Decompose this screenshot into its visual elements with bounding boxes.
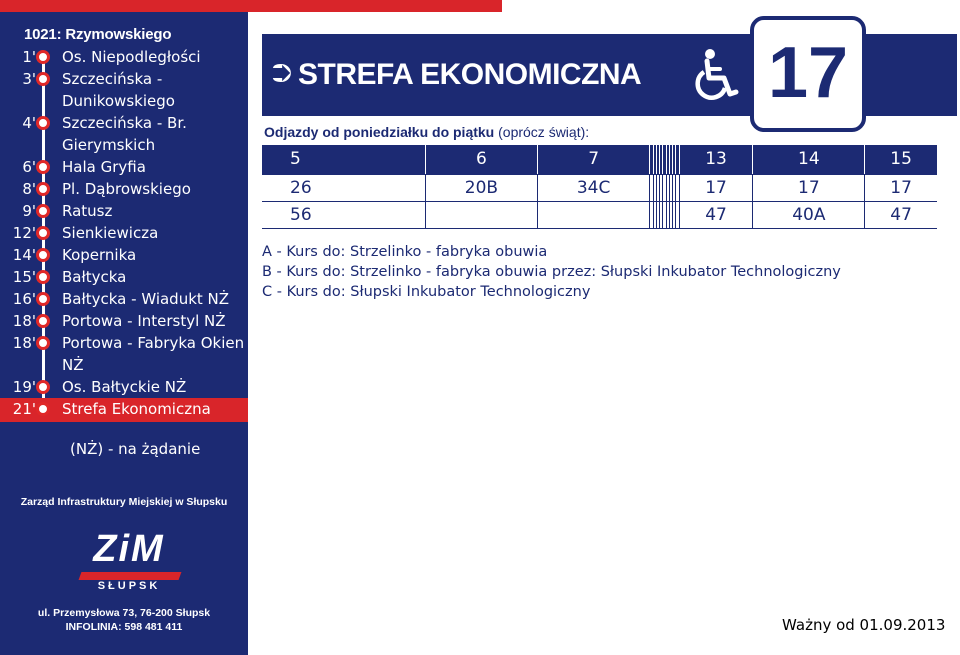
hour-cell: 5 — [262, 145, 426, 174]
stop-dot-icon — [36, 314, 50, 328]
address-line: ul. Przemysłowa 73, 76-200 Słupsk — [37, 607, 211, 619]
stop-dot-icon — [36, 182, 50, 196]
minutes-row — [262, 174, 937, 201]
stop-row — [0, 310, 248, 332]
logo-text: ZiM — [93, 528, 165, 570]
company-name: Zarząd Infrastruktury Miejskiej w Słupsku — [20, 496, 228, 508]
stop-name-cont: NŻ — [62, 356, 84, 374]
wheelchair-icon — [694, 48, 742, 102]
destination-title: STREFA EKONOMICZNA — [298, 58, 642, 91]
stop-dot-icon — [36, 402, 50, 416]
stop-row — [0, 332, 248, 374]
minutes-row — [262, 201, 937, 228]
stop-name: Szczecińska - — [62, 70, 163, 88]
stop-time: 3' — [22, 70, 36, 88]
stop-name: Os. Niepodległości — [62, 48, 201, 66]
stop-time: 19' — [12, 378, 36, 396]
stop-row-final — [0, 398, 248, 422]
schedule-heading — [264, 124, 589, 140]
stop-time: 16' — [12, 290, 36, 308]
minute-cell — [426, 201, 538, 228]
minute-cell: 26 — [262, 174, 426, 201]
stop-row — [0, 46, 248, 68]
stop-time: 14' — [12, 246, 36, 264]
stop-name: Portowa - Interstyl NŻ — [62, 312, 226, 330]
stop-name-cont: Gierymskich — [62, 136, 156, 154]
stop-dot-icon — [36, 292, 50, 306]
minute-cell: 20B — [426, 174, 538, 201]
hour-cell: 6 — [426, 145, 538, 174]
stop-name: Portowa - Fabryka Okien — [62, 334, 245, 352]
stop-dot-icon — [36, 204, 50, 218]
stop-name: Os. Bałtyckie NŻ — [62, 378, 187, 396]
stop-row — [0, 376, 248, 398]
stop-dot-icon — [36, 50, 50, 64]
arrow-right-icon: ⮊ — [272, 58, 292, 88]
contact-block — [0, 606, 248, 634]
stop-name-cont: Dunikowskiego — [62, 92, 175, 110]
minute-cell: 17 — [753, 174, 865, 201]
hour-cell: 14 — [753, 145, 865, 174]
stop-dot-icon — [36, 248, 50, 262]
stop-row — [0, 200, 248, 222]
hour-cell: 13 — [679, 145, 753, 174]
minute-cell: 17 — [865, 174, 937, 201]
stop-time: 1' — [22, 48, 36, 66]
hour-cell: 7 — [537, 145, 650, 174]
course-notes — [262, 242, 841, 302]
stop-row — [0, 244, 248, 266]
valid-from: Ważny od 01.09.2013 — [782, 616, 946, 634]
schedule-exceptions: (oprócz świąt): — [494, 124, 590, 140]
note-line: A - Kurs do: Strzelinko - fabryka obuwia — [262, 244, 548, 260]
zim-logo — [74, 526, 184, 592]
stop-time: 6' — [22, 158, 36, 176]
note-line: B - Kurs do: Strzelinko - fabryka obuwia przez: Słupski Inkubator Technologiczny — [262, 264, 841, 280]
stop-time: 8' — [22, 180, 36, 198]
stop-row — [0, 156, 248, 178]
stop-dot-icon — [36, 116, 50, 130]
top-accent-bar — [0, 0, 502, 12]
route-title: 1021: Rzymowskiego — [24, 26, 172, 43]
stop-dot-icon — [36, 226, 50, 240]
stop-row — [0, 68, 248, 110]
note-line: C - Kurs do: Słupski Inkubator Technologiczny — [262, 284, 591, 300]
stop-row — [0, 222, 248, 244]
minute-cell — [537, 201, 650, 228]
stop-time: 9' — [22, 202, 36, 220]
minute-cell: 17 — [679, 174, 753, 201]
route-sidebar — [0, 12, 248, 655]
stop-row — [0, 112, 248, 154]
stop-name: Szczecińska - Br. — [62, 114, 187, 132]
stop-dot-icon — [36, 160, 50, 174]
stop-time: 12' — [12, 224, 36, 242]
stop-time: 4' — [22, 114, 36, 132]
stop-row — [0, 178, 248, 200]
stop-name: Kopernika — [62, 246, 137, 264]
stop-name: Bałtycka - Wiadukt NŻ — [62, 290, 230, 308]
on-demand-note: (NŻ) - na żądanie — [70, 440, 201, 458]
minute-cell: 47 — [679, 201, 753, 228]
stop-dot-icon — [36, 336, 50, 350]
stop-dot-icon — [36, 270, 50, 284]
stop-name: Pl. Dąbrowskiego — [62, 180, 191, 198]
stop-time: 18' — [12, 312, 36, 330]
stop-row — [0, 288, 248, 310]
stop-name: Strefa Ekonomiczna — [62, 400, 211, 418]
stop-name: Ratusz — [62, 202, 113, 220]
logo-city: SŁUPSK — [97, 580, 161, 592]
minute-cell: 56 — [262, 201, 426, 228]
infoline: INFOLINIA: 598 481 411 — [65, 621, 183, 633]
minute-cell: 47 — [865, 201, 937, 228]
hour-cell: 15 — [865, 145, 937, 174]
line-number: 17 — [767, 33, 849, 113]
stop-name: Hala Gryfia — [62, 158, 146, 176]
schedule-days: Odjazdy od poniedziałku do piątku — [264, 124, 495, 140]
stop-time: 18' — [12, 334, 36, 352]
stop-time: 21' — [12, 400, 36, 418]
stop-dot-icon — [36, 72, 50, 86]
timetable — [262, 145, 937, 229]
stop-dot-icon — [36, 380, 50, 394]
stop-name: Bałtycka — [62, 268, 127, 286]
stop-row — [0, 266, 248, 288]
stop-time: 15' — [12, 268, 36, 286]
stop-name: Sienkiewicza — [62, 224, 159, 242]
minute-cell: 40A — [753, 201, 865, 228]
minute-cell: 34C — [537, 174, 650, 201]
logo-stripe — [79, 572, 182, 580]
line-number-box — [750, 16, 866, 132]
hours-row — [262, 145, 937, 174]
